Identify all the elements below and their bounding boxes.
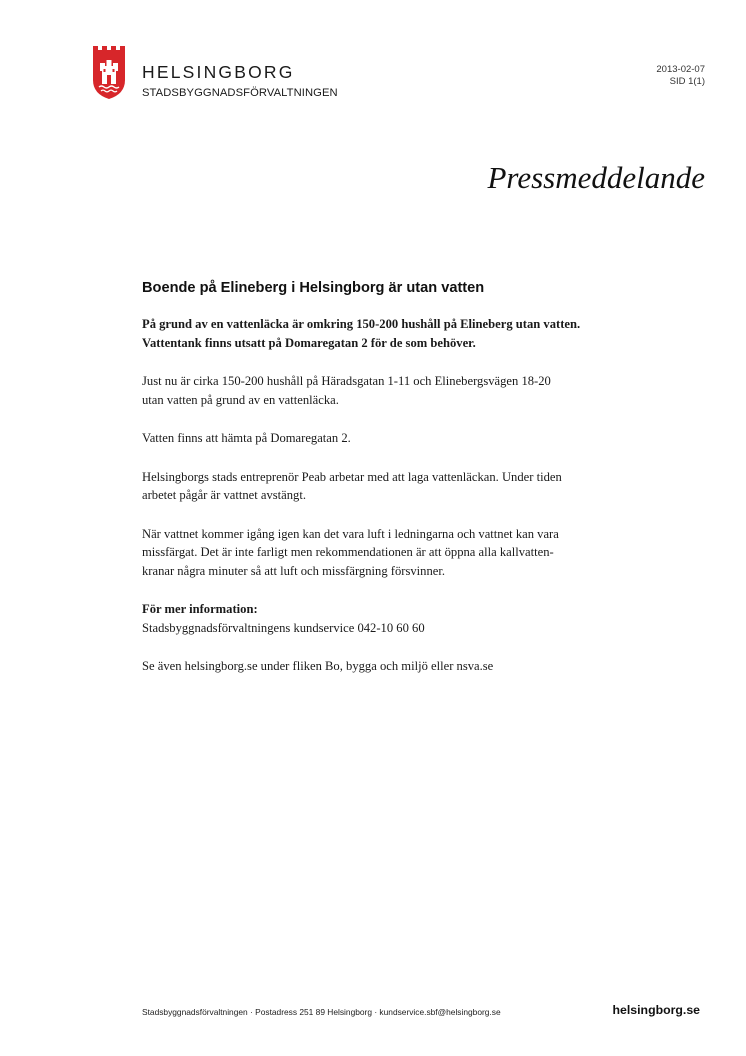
organization-name: HELSINGBORG: [142, 62, 295, 82]
body-paragraph: [142, 525, 612, 581]
document-meta: [656, 64, 705, 87]
body-paragraph: [142, 468, 612, 505]
paragraph-line: arbetet pågår är vattnet avstängt.: [142, 488, 306, 502]
footer-address: Stadsbyggnadsförvaltningen · Postadress 251 89 Helsingborg · kundservice.sbf@helsingborg.se: [142, 1007, 501, 1017]
page-number: SID 1(1): [669, 75, 705, 87]
city-crest-icon: [92, 44, 126, 100]
contact-info: [142, 600, 612, 637]
department-name: STADSBYGGNADSFÖRVALTNINGEN: [142, 87, 338, 99]
paragraph-line: När vattnet kommer igång igen kan det vara luft i ledningarna och vattnet kan vara: [142, 526, 559, 541]
document-type-title: Pressmeddelande: [487, 160, 705, 195]
paragraph-line: utan vatten på grund av en vattenläcka.: [142, 392, 339, 407]
lead-line: På grund av en vattenläcka är omkring 150-200 hushåll på Elineberg utan vatten.: [142, 317, 581, 331]
letterhead-logo: [92, 44, 392, 104]
body-paragraph: [142, 372, 612, 409]
lead-paragraph: [142, 315, 612, 352]
see-also: [142, 657, 612, 676]
body-paragraph: [142, 429, 612, 448]
footer-website: helsingborg.se: [612, 1003, 700, 1017]
contact-heading: För mer information:: [142, 602, 258, 616]
paragraph-line: Helsingborgs stads entreprenör Peab arbetar med att laga vattenläckan. Under tiden: [142, 469, 562, 484]
see-also-text: Se även helsingborg.se under fliken Bo, bygga och miljö eller nsva.se: [142, 659, 494, 673]
paragraph-line: Just nu är cirka 150-200 hushåll på Häradsgatan 1-11 och Elinebergsvägen 18-20: [142, 374, 551, 388]
contact-line: Stadsbyggnadsförvaltningens kundservice 042-10 60 60: [142, 620, 425, 635]
paragraph-line: Vatten finns att hämta på Domaregatan 2.: [142, 431, 351, 445]
paragraph-line: missfärgat. Det är inte farligt men rekommendationen är att öppna alla kallvatten-: [142, 545, 554, 559]
document-date: 2013-02-07: [656, 64, 705, 75]
article-body: [142, 280, 612, 696]
press-release-headline: Boende på Elineberg i Helsingborg är utan vatten: [142, 280, 485, 296]
lead-line: Vattentank finns utsatt på Domaregatan 2 för de som behöver.: [142, 335, 476, 350]
paragraph-line: kranar några minuter så att luft och missfärgning försvinner.: [142, 563, 445, 578]
